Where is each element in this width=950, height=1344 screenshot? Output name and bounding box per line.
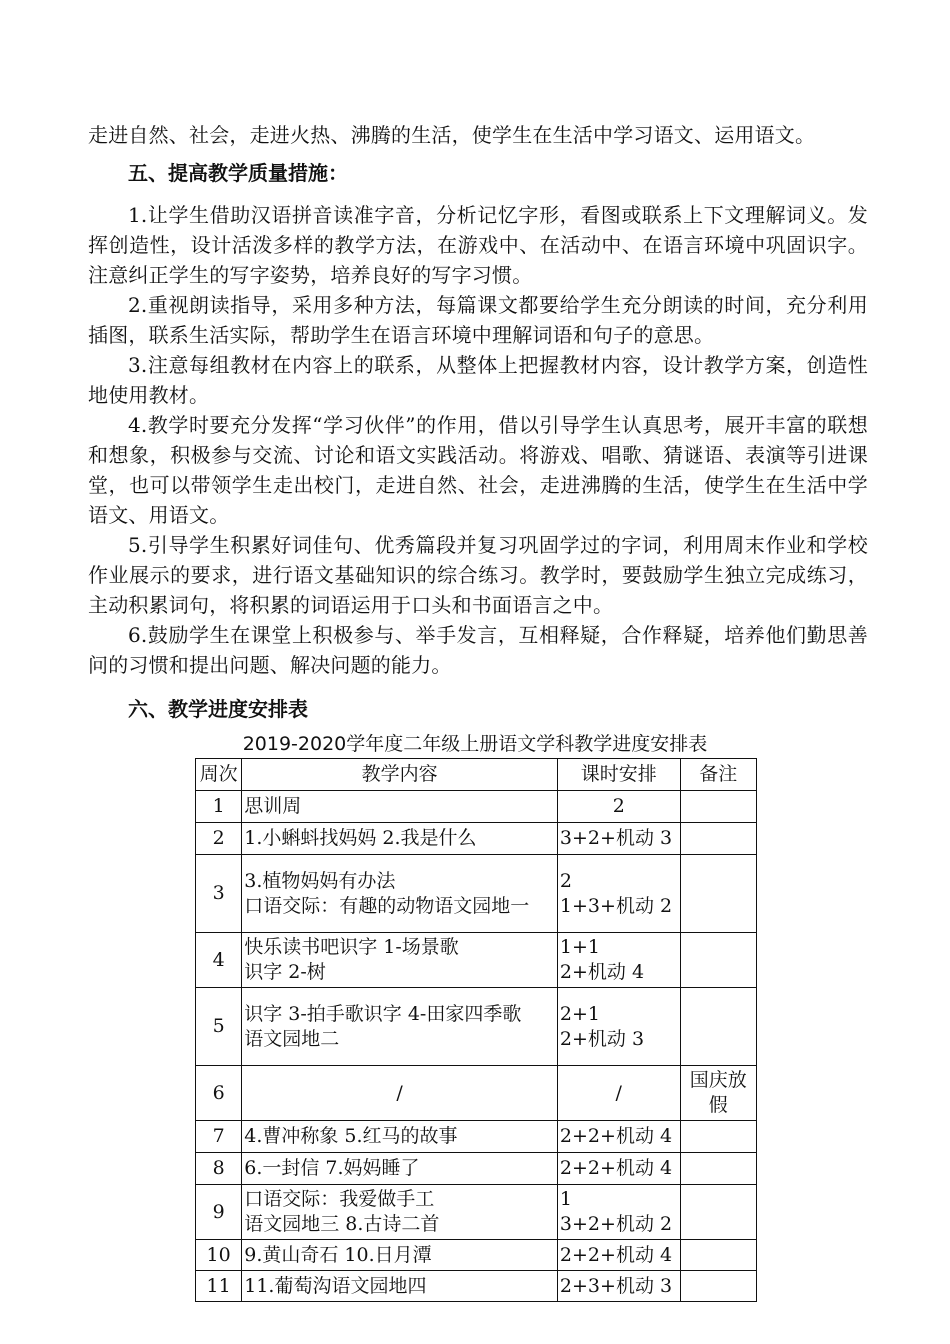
table-row xyxy=(196,1066,757,1121)
hours-cell: 2+2+机动 4 xyxy=(557,1240,680,1271)
column-header-note: 备注 xyxy=(680,759,756,791)
hours-cell: / xyxy=(557,1066,680,1121)
week-cell: 3 xyxy=(196,855,242,933)
section5-list xyxy=(88,200,868,680)
table-row xyxy=(196,1153,757,1185)
measure-item: 4.教学时要充分发挥“学习伙伴”的作用，借以引导学生认真思考，展开丰富的联想和想象，积极参与交流、讨论和语文实践活动。将游戏、唱歌、猜谜语、表演等引进课堂，也可以带领学生走出校门，走进自然、社会，走进沸腾的生活，使学生在生活中学语文、用语文。 xyxy=(88,413,868,527)
week-cell: 6 xyxy=(196,1066,242,1121)
intro-line: 走进自然、社会，走进火热、沸腾的生活，使学生在生活中学习语文、运用语文。 xyxy=(88,123,816,147)
hours-cell: 2+2+机动 4 xyxy=(557,1153,680,1185)
table-row xyxy=(196,933,757,988)
measure-item: 6.鼓励学生在课堂上积极参与、举手发言，互相释疑，合作释疑，培养他们勤思善问的习惯和提出问题、解决问题的能力。 xyxy=(88,623,868,677)
week-cell: 8 xyxy=(196,1153,242,1185)
note-cell xyxy=(680,791,756,823)
note-cell xyxy=(680,1185,756,1240)
note-cell xyxy=(680,933,756,988)
table-row xyxy=(196,1271,757,1302)
content-cell: 快乐读书吧识字 1-场景歌 识字 2-树 xyxy=(242,933,558,988)
hours-cell: 1+1 2+机动 4 xyxy=(557,933,680,988)
note-cell: 国庆放假 xyxy=(680,1066,756,1121)
week-cell: 10 xyxy=(196,1240,242,1271)
week-cell: 7 xyxy=(196,1121,242,1153)
hours-cell: 2+1 2+机动 3 xyxy=(557,988,680,1066)
content-cell: 3.植物妈妈有办法 口语交际：有趣的动物语文园地一 xyxy=(242,855,558,933)
table-title: 2019-2020学年度二年级上册语文学科教学进度安排表 xyxy=(242,733,708,755)
section6-heading: 六、教学进度安排表 xyxy=(128,697,308,721)
hours-cell: 3+2+机动 3 xyxy=(557,823,680,855)
week-cell: 11 xyxy=(196,1271,242,1302)
column-header-hours: 课时安排 xyxy=(557,759,680,791)
week-cell: 4 xyxy=(196,933,242,988)
column-header-week: 周次 xyxy=(196,759,242,791)
note-cell xyxy=(680,1240,756,1271)
note-cell xyxy=(680,855,756,933)
column-header-content: 教学内容 xyxy=(242,759,558,791)
table-row xyxy=(196,1240,757,1271)
hours-cell: 2+2+机动 4 xyxy=(557,1121,680,1153)
note-cell xyxy=(680,1121,756,1153)
section5-heading: 五、提高教学质量措施： xyxy=(128,161,348,185)
note-cell xyxy=(680,1271,756,1302)
table-row xyxy=(196,791,757,823)
week-cell: 9 xyxy=(196,1185,242,1240)
schedule-table xyxy=(195,758,757,1302)
week-cell: 5 xyxy=(196,988,242,1066)
content-cell: 4.曹冲称象 5.红马的故事 xyxy=(242,1121,558,1153)
content-cell: 1.小蝌蚪找妈妈 2.我是什么 xyxy=(242,823,558,855)
measure-item: 1.让学生借助汉语拼音读准字音，分析记忆字形，看图或联系上下文理解词义。发挥创造性，设计活泼多样的教学方法，在游戏中、在活动中、在语言环境中巩固识字。注意纠正学生的写字姿势，培养良好的写字习惯。 xyxy=(88,203,868,287)
content-cell: 口语交际：我爱做手工 语文园地三 8.古诗二首 xyxy=(242,1185,558,1240)
content-cell: / xyxy=(242,1066,558,1121)
table-row xyxy=(196,1121,757,1153)
hours-cell: 2 1+3+机动 2 xyxy=(557,855,680,933)
hours-cell: 2 xyxy=(557,791,680,823)
week-cell: 2 xyxy=(196,823,242,855)
measure-item: 5.引导学生积累好词佳句、优秀篇段并复习巩固学过的字词，利用周末作业和学校作业展示的要求，进行语文基础知识的综合练习。教学时，要鼓励学生独立完成练习，主动积累词句，将积累的词语运用于口头和书面语言之中。 xyxy=(88,533,868,617)
table-row xyxy=(196,823,757,855)
document-page xyxy=(88,120,868,1302)
table-row xyxy=(196,855,757,933)
measure-item: 3.注意每组教材在内容上的联系，从整体上把握教材内容，设计教学方案，创造性地使用教材。 xyxy=(88,353,868,407)
note-cell xyxy=(680,988,756,1066)
content-cell: 识字 3-拍手歌识字 4-田家四季歌 语文园地二 xyxy=(242,988,558,1066)
note-cell xyxy=(680,823,756,855)
content-cell: 11.葡萄沟语文园地四 xyxy=(242,1271,558,1302)
table-row xyxy=(196,988,757,1066)
table-header-row xyxy=(196,759,757,791)
hours-cell: 1 3+2+机动 2 xyxy=(557,1185,680,1240)
note-cell xyxy=(680,1153,756,1185)
content-cell: 6.一封信 7.妈妈睡了 xyxy=(242,1153,558,1185)
hours-cell: 2+3+机动 3 xyxy=(557,1271,680,1302)
content-cell: 思训周 xyxy=(242,791,558,823)
content-cell: 9.黄山奇石 10.日月潭 xyxy=(242,1240,558,1271)
table-row xyxy=(196,1185,757,1240)
week-cell: 1 xyxy=(196,791,242,823)
measure-item: 2.重视朗读指导，采用多种方法，每篇课文都要给学生充分朗读的时间，充分利用插图，联系生活实际，帮助学生在语言环境中理解词语和句子的意思。 xyxy=(88,293,868,347)
